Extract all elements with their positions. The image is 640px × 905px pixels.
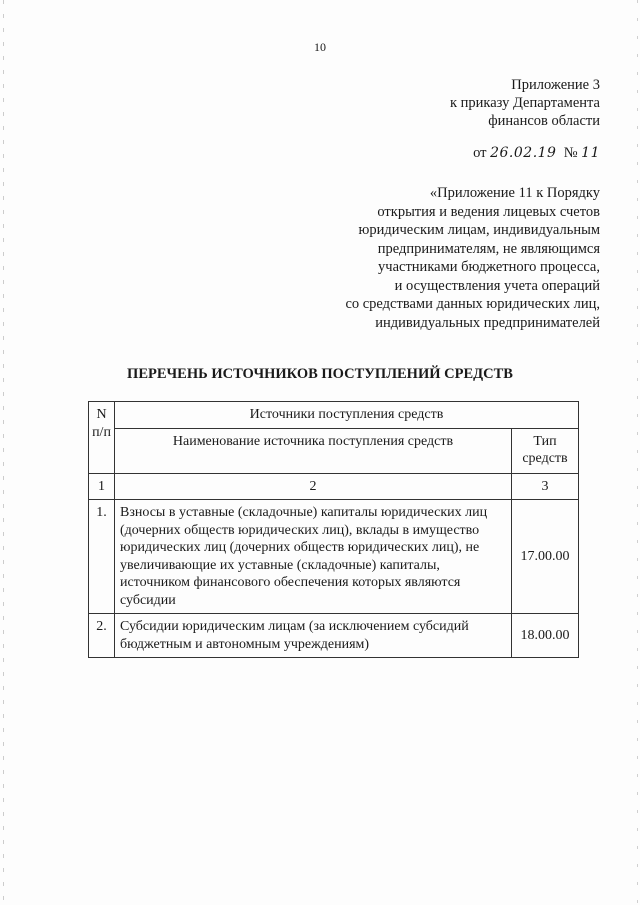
table-header-row (89, 402, 579, 429)
handwritten-date: 26.02.19 (490, 145, 557, 161)
sources-table (88, 401, 579, 658)
index-cell: 2 (115, 473, 512, 500)
row-name: Субсидии юридическим лицам (за исключением субсидий бюджетным и автономным учреждениям) (115, 614, 512, 658)
appendix-line: индивидуальных предпринимателей (375, 314, 600, 331)
header-group: Источники поступления средств (115, 402, 579, 429)
document-title: ПЕРЕЧЕНЬ ИСТОЧНИКОВ ПОСТУПЛЕНИЙ СРЕДСТВ (127, 366, 513, 382)
scan-edge-left (3, 0, 4, 905)
attachment-line-3: финансов области (488, 113, 600, 129)
appendix-line: и осуществления учета операций (394, 277, 600, 294)
index-cell: 1 (89, 473, 115, 500)
attachment-line-1: Приложение 3 (511, 77, 600, 93)
attachment-line-2: к приказу Департамента (449, 95, 600, 111)
date-prefix: от (473, 145, 487, 161)
row-num: 2. (89, 614, 115, 658)
row-type: 18.00.00 (512, 614, 579, 658)
appendix-line: «Приложение 11 к Порядку (429, 185, 600, 201)
row-type: 17.00.00 (512, 500, 579, 614)
attachment-header (450, 76, 600, 130)
order-date-line (473, 145, 600, 162)
header-num: N п/п (89, 402, 115, 474)
appendix-line: участниками бюджетного процесса, (378, 259, 600, 275)
page-number: 10 (314, 40, 326, 54)
index-row (89, 473, 579, 500)
handwritten-number: 11 (581, 145, 600, 161)
appendix-line: со средствами данных юридических лиц, (345, 296, 600, 312)
appendix-line: юридическим лицам, индивидуальным (358, 222, 600, 238)
table-subheader-row (89, 428, 579, 473)
appendix-line: открытия и ведения лицевых счетов (377, 203, 600, 220)
row-name: Взносы в уставные (складочные) капиталы юридических лиц (дочерних обществ юридических лиц), вклады в имущество юридических лиц (дочерних обществ юридических лиц), не увеличивающие их уставные (складочные) капиталы, источником финансового обеспечения которых являются субсидии (115, 500, 512, 614)
number-prefix: № (563, 145, 578, 161)
row-num: 1. (89, 500, 115, 614)
appendix-reference (345, 184, 600, 332)
header-name: Наименование источника поступления средств (115, 428, 512, 473)
table-row (89, 500, 579, 614)
header-type: Тип средств (512, 428, 579, 473)
table-row (89, 614, 579, 658)
appendix-line: предпринимателям, не являющимся (377, 240, 600, 257)
scan-edge-right (637, 0, 638, 905)
index-cell: 3 (512, 473, 579, 500)
